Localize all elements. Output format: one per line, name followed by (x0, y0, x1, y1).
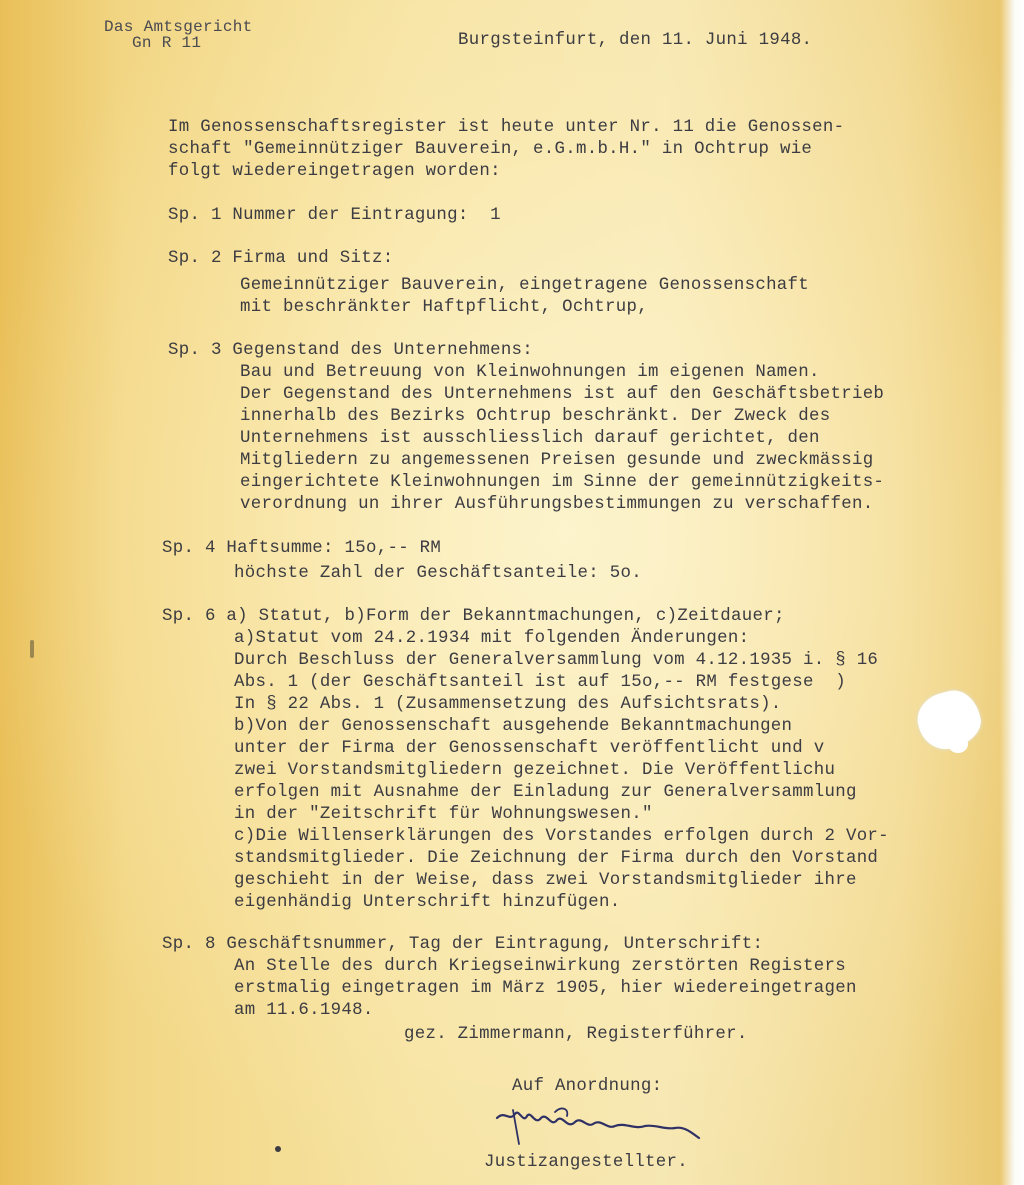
clerk-title: Justizangestellter. (484, 1153, 688, 1172)
order-line: Auf Anordnung: (512, 1077, 663, 1096)
sp6-line-12: geschieht in der Weise, dass zwei Vorstandsmitglieder ihre (234, 871, 857, 890)
sp6-line-5: b)Von der Genossenschaft ausgehende Bekanntmachungen (234, 717, 793, 736)
sp8-line-3: am 11.6.1948. (234, 1001, 374, 1020)
intro-line-3: folgt wiedereingetragen worden: (168, 162, 501, 181)
sp6-line-3: Abs. 1 (der Geschäftsanteil ist auf 15o,-- RM festgese ) (234, 673, 846, 692)
sp3-line-6: eingerichtete Kleinwohnungen im Sinne der gemeinnützigkeits- (240, 473, 885, 492)
court-name: Das Amtsgericht (104, 18, 253, 36)
punch-mark (30, 640, 34, 658)
sp6-line-11: standsmitglieder. Die Zeichnung der Firma durch den Vorstand (234, 849, 879, 868)
sp8-line-2: erstmalig eingetragen im März 1905, hier wiedereingetragen (234, 979, 857, 998)
sp6-heading: Sp. 6 a) Statut, b)Form der Bekanntmachungen, c)Zeitdauer; (162, 607, 785, 626)
sp6-line-9: in der "Zeitschrift für Wohnungswesen." (234, 805, 653, 824)
sp3-line-3: innerhalb des Bezirks Ochtrup beschränkt. Der Zweck des (240, 407, 831, 426)
sp8-heading: Sp. 8 Geschäftsnummer, Tag der Eintragung, Unterschrift: (162, 935, 764, 954)
sp3-line-5: Mitgliedern zu angemessenen Preisen gesunde und zweckmässig (240, 451, 874, 470)
sp6-line-4: In § 22 Abs. 1 (Zusammensetzung des Aufsichtsrats). (234, 695, 782, 714)
sp4-line-1: Sp. 4 Haftsumme: 15o,-- RM (162, 539, 442, 558)
handwritten-signature (495, 1104, 705, 1150)
sp3-heading: Sp. 3 Gegenstand des Unternehmens: (168, 341, 534, 360)
paper-edge (1000, 0, 1024, 1185)
sp2-line-1: Gemeinnütziger Bauverein, eingetragene Genossenschaft (240, 276, 810, 295)
sp2-line-2: mit beschränkter Haftpflicht, Ochtrup, (240, 298, 648, 317)
sp6-line-7: zwei Vorstandsmitgliedern gezeichnet. Die Veröffentlichu (234, 761, 836, 780)
intro-line-1: Im Genossenschaftsregister ist heute unter Nr. 11 die Genossen- (168, 118, 845, 137)
sp6-line-2: Durch Beschluss der Generalversammlung vom 4.12.1935 i. § 16 (234, 651, 879, 670)
sp4-line-2: höchste Zahl der Geschäftsanteile: 5o. (234, 564, 642, 583)
place-date: Burgsteinfurt, den 11. Juni 1948. (458, 31, 813, 50)
sp6-line-1: a)Statut vom 24.2.1934 mit folgenden Änderungen: (234, 629, 750, 648)
sp3-line-7: verordnung un ihrer Ausführungsbestimmungen zu verschaffen. (240, 495, 874, 514)
sp6-line-6: unter der Firma der Genossenschaft veröffentlicht und v (234, 739, 825, 758)
ink-dot (275, 1146, 281, 1152)
sp6-line-8: erfolgen mit Ausnahme der Einladung zur Generalversammlung (234, 783, 857, 802)
sp6-line-13: eigenhändig Unterschrift hinzufügen. (234, 893, 621, 912)
intro-line-2: schaft "Gemeinnütziger Bauverein, e.G.m.b.H." in Ochtrup wie (168, 140, 813, 159)
registrar-signed: gez. Zimmermann, Registerführer. (404, 1025, 748, 1044)
sp6-line-10: c)Die Willenserklärungen des Vorstandes erfolgen durch 2 Vor- (234, 827, 889, 846)
paper-hole-small (948, 735, 968, 753)
sp3-line-2: Der Gegenstand des Unternehmens ist auf den Geschäftsbetrieb (240, 385, 885, 404)
court-reference: Gn R 11 (132, 34, 202, 52)
sp3-line-4: Unternehmens ist ausschliesslich darauf gerichtet, den (240, 429, 820, 448)
sp2-heading: Sp. 2 Firma und Sitz: (168, 249, 394, 268)
sp1-line: Sp. 1 Nummer der Eintragung: 1 (168, 206, 501, 225)
sp3-line-1: Bau und Betreuung von Kleinwohnungen im eigenen Namen. (240, 363, 820, 382)
sp8-line-1: An Stelle des durch Kriegseinwirkung zerstörten Registers (234, 957, 846, 976)
